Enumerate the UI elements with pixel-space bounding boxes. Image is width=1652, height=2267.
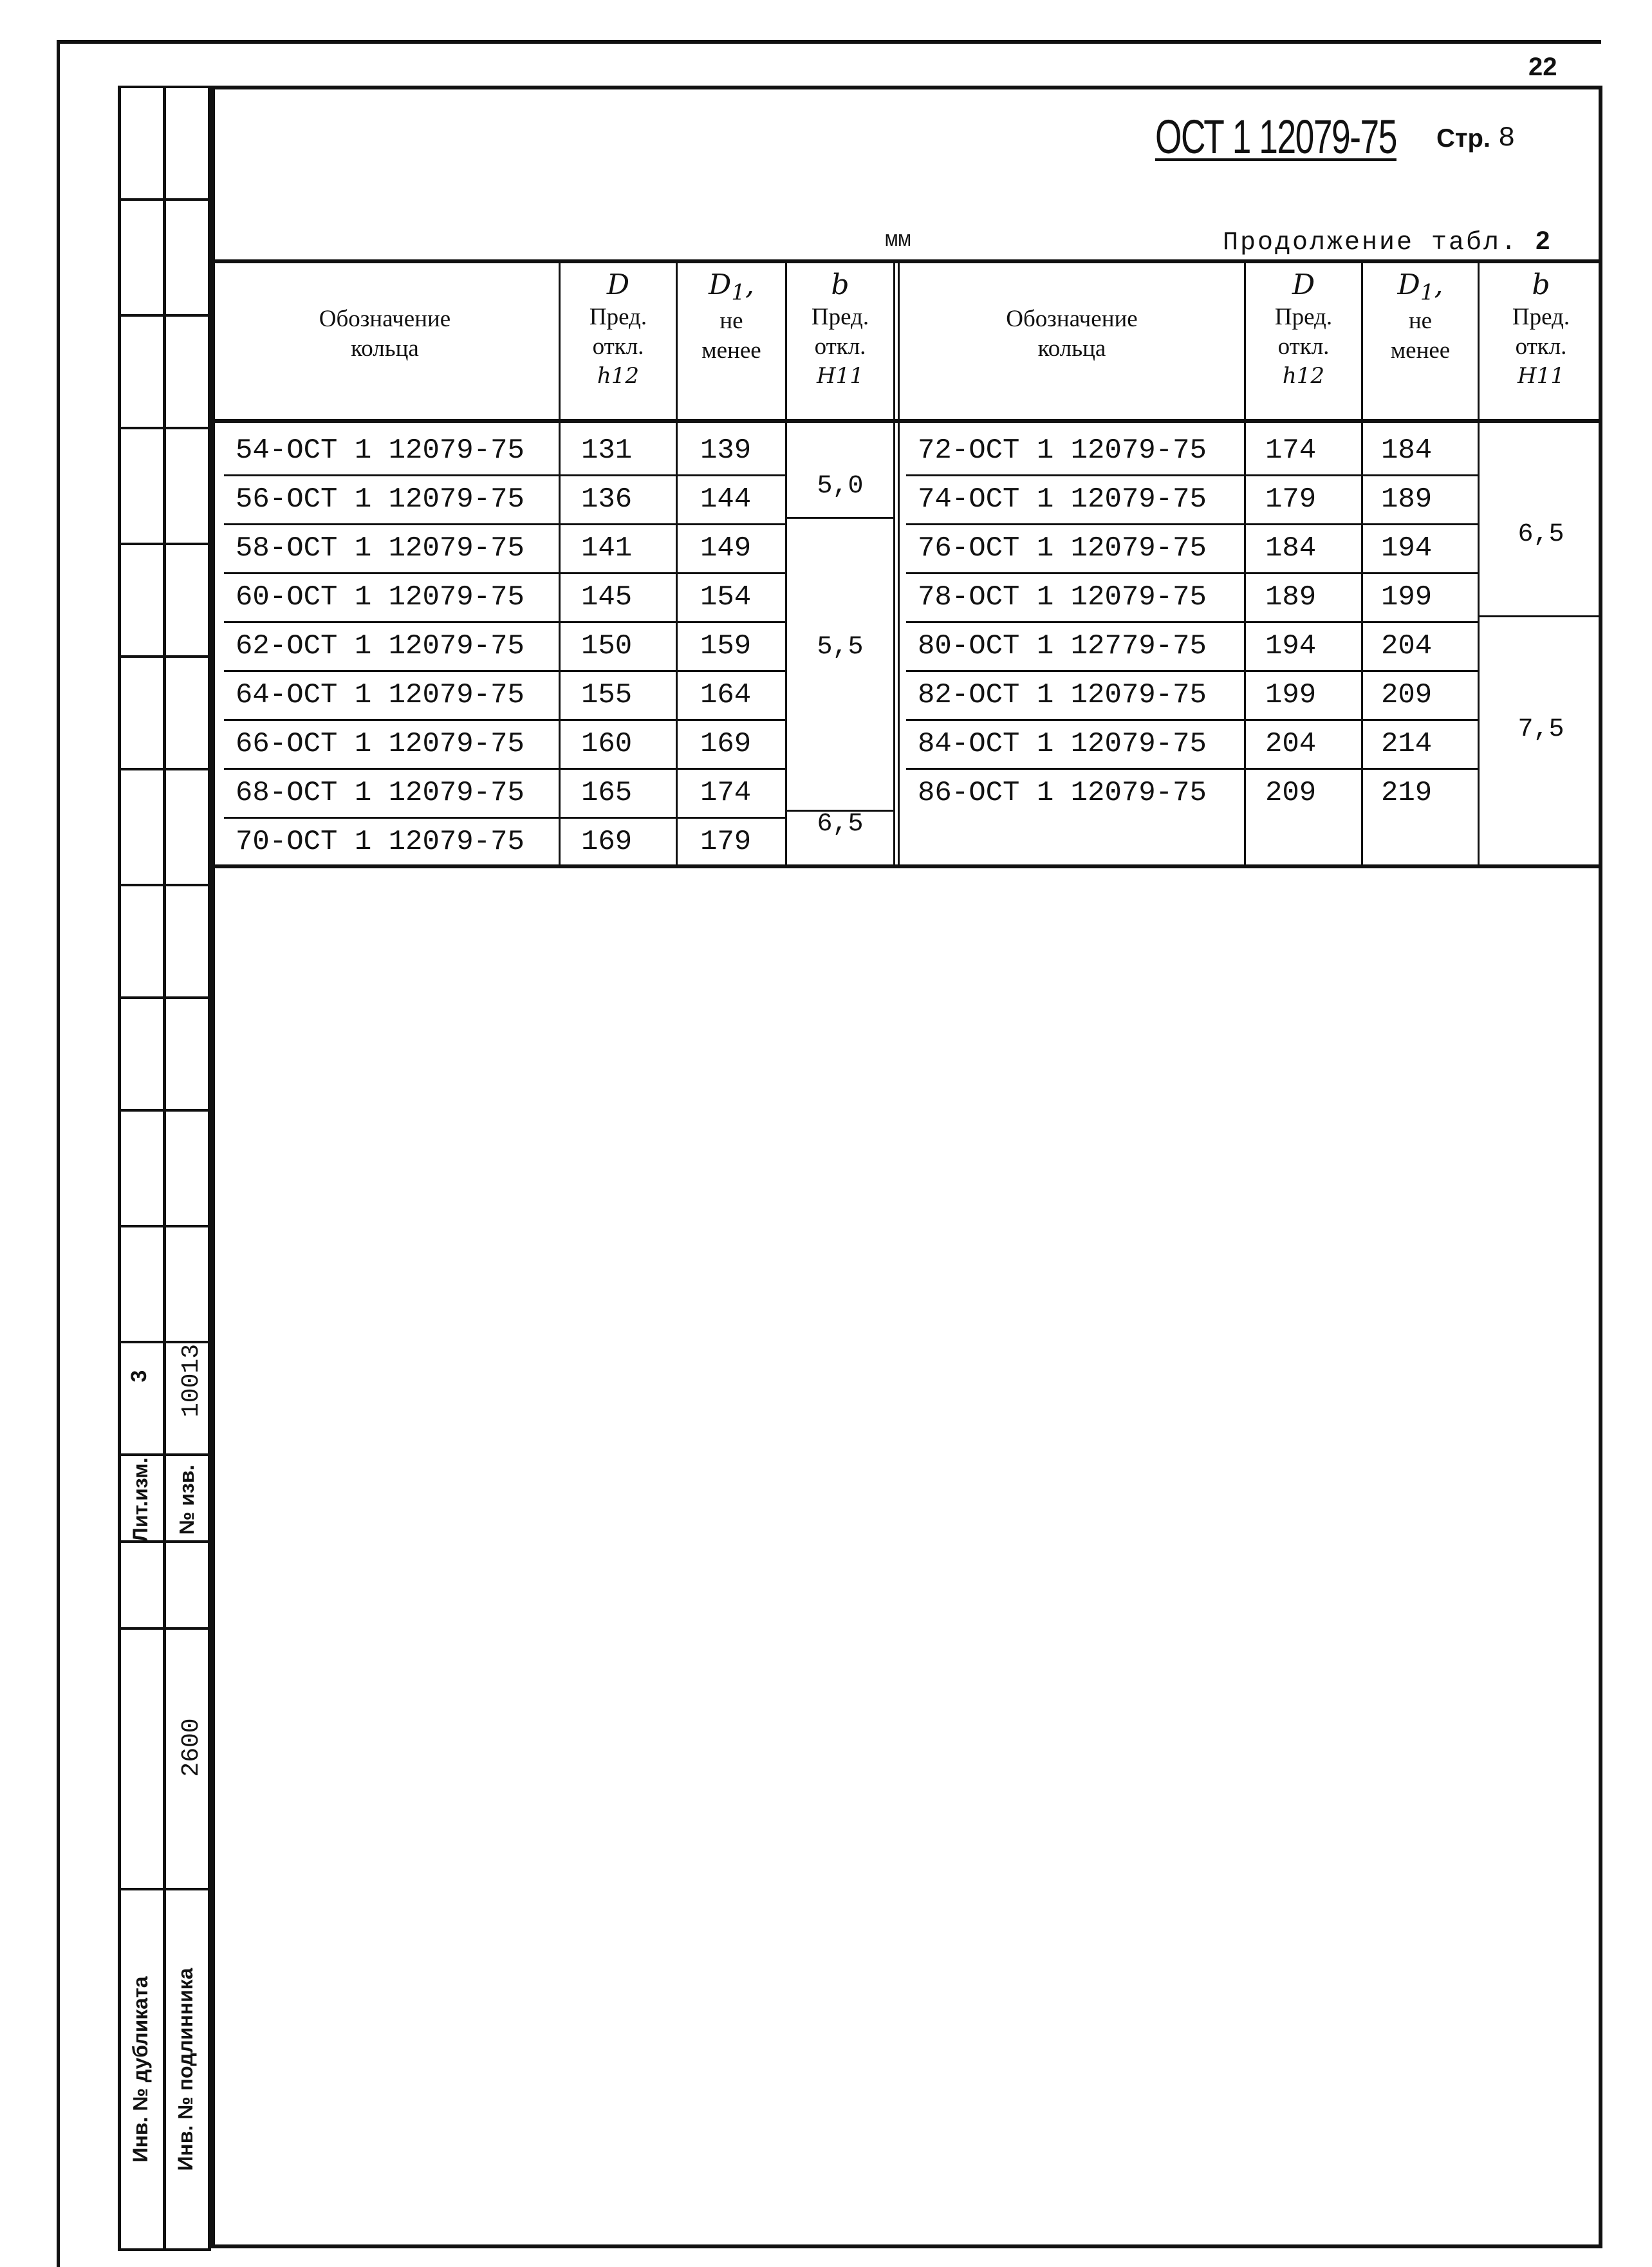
right-row-d-value: 189 [1265,581,1317,613]
left-row-designation: 62-ОСТ 1 12079-75 [236,630,524,662]
sidebar-inv-dubl-label: Инв. № дубликата [129,1976,152,2163]
b-group-right-1: 6,5 [1517,520,1564,549]
col-header-b-right: b Пред. откл. H11 [1512,268,1570,389]
left-row-d-value: 169 [581,826,633,858]
left-row-d1-value: 169 [700,728,752,760]
left-row-d1-value: 159 [700,630,752,662]
left-row-d1-value: 149 [700,532,752,564]
right-row-d1-value: 199 [1381,581,1433,613]
col-header-d: D Пред. откл. h12 [589,268,647,389]
left-row-designation: 64-ОСТ 1 12079-75 [236,679,524,711]
sidebar-stamp [118,86,211,2248]
units-label: мм [885,229,911,253]
right-row-d1-value: 189 [1381,483,1433,516]
right-row-designation: 84-ОСТ 1 12079-75 [918,728,1207,760]
left-row-d1-value: 139 [700,434,752,467]
page-number: 22 [1528,53,1557,81]
left-row-designation: 54-ОСТ 1 12079-75 [236,434,524,467]
sidebar-lit-value: 3 [127,1370,151,1383]
left-row-d1-value: 144 [700,483,752,516]
left-row-designation: 70-ОСТ 1 12079-75 [236,826,524,858]
right-row-designation: 80-ОСТ 1 12779-75 [918,630,1207,662]
left-row-designation: 68-ОСТ 1 12079-75 [236,777,524,809]
page-label: Стр. [1436,124,1491,153]
sheet-number: 8 [1498,122,1516,154]
left-row-designation: 56-ОСТ 1 12079-75 [236,483,524,516]
sidebar-inv-podl-value: 2600 [178,1718,205,1777]
right-row-d1-value: 219 [1381,777,1433,809]
outer-top-border [57,40,1601,44]
left-row-row-divider [224,474,785,476]
left-row-designation: 66-ОСТ 1 12079-75 [236,728,524,760]
left-row-d-value: 160 [581,728,633,760]
sidebar-izv-value: 10013 [178,1343,205,1418]
right-row-d-value: 194 [1265,630,1317,662]
right-row-designation: 82-ОСТ 1 12079-75 [918,679,1207,711]
left-row-d-value: 145 [581,581,633,613]
left-row-d1-value: 179 [700,826,752,858]
right-row-row-divider [906,621,1478,623]
left-row-designation: 58-ОСТ 1 12079-75 [236,532,524,564]
right-row-d-value: 179 [1265,483,1317,516]
right-row-d-value: 209 [1265,777,1317,809]
left-row-row-divider [224,670,785,672]
right-row-d1-value: 209 [1381,679,1433,711]
outer-left-border [57,40,60,2267]
right-row-row-divider [906,572,1478,574]
col-header-d-right: D Пред. откл. h12 [1274,268,1333,389]
sidebar-inv-podl-label: Инв. № подлинника [174,1968,197,2171]
right-row-d-value: 184 [1265,532,1317,564]
right-row-row-divider [906,523,1478,525]
left-row-row-divider [224,719,785,721]
right-row-d-value: 204 [1265,728,1317,760]
left-row-d1-value: 164 [700,679,752,711]
left-row-row-divider [224,621,785,623]
right-row-d-value: 174 [1265,434,1317,467]
left-row-designation: 60-ОСТ 1 12079-75 [236,581,524,613]
b-group-left-2: 5,5 [817,633,864,662]
col-header-designation-right: Обозначение кольца [1006,306,1138,362]
right-row-row-divider [906,474,1478,476]
b-group-right-2: 7,5 [1517,715,1564,744]
right-row-d1-value: 214 [1381,728,1433,760]
standard-title: ОСТ 1 12079-75 [1155,110,1397,163]
right-row-d-value: 199 [1265,679,1317,711]
col-header-d1-right: $D_1$, не менее [1390,268,1451,364]
col-header-d1: $D_1$, не менее [701,268,761,364]
left-row-d1-value: 174 [700,777,752,809]
table-continuation: Продолжение табл. 2 [1223,227,1552,257]
sidebar-izv-label: № изв. [175,1464,198,1535]
right-row-d1-value: 184 [1381,434,1433,467]
left-row-d-value: 165 [581,777,633,809]
sidebar-lit-label: Лит.изм. [129,1457,152,1542]
b-group-left-3: 6,5 [817,810,864,839]
left-row-d-value: 131 [581,434,633,467]
right-row-designation: 72-ОСТ 1 12079-75 [918,434,1207,467]
right-row-row-divider [906,670,1478,672]
col-header-b: b Пред. откл. H11 [811,268,869,389]
ring-table [211,259,1602,871]
right-row-d1-value: 194 [1381,532,1433,564]
right-row-designation: 86-ОСТ 1 12079-75 [918,777,1207,809]
left-row-row-divider [224,817,785,819]
left-row-row-divider [224,523,785,525]
right-row-designation: 78-ОСТ 1 12079-75 [918,581,1207,613]
left-row-d-value: 150 [581,630,633,662]
right-row-designation: 76-ОСТ 1 12079-75 [918,532,1207,564]
right-row-row-divider [906,768,1478,770]
left-row-row-divider [224,572,785,574]
left-row-d-value: 155 [581,679,633,711]
right-row-row-divider [906,719,1478,721]
left-row-d-value: 141 [581,532,633,564]
left-row-d-value: 136 [581,483,633,516]
b-group-left-1: 5,0 [817,472,864,501]
right-row-designation: 74-ОСТ 1 12079-75 [918,483,1207,516]
col-header-designation: Обозначение кольца [319,306,451,362]
right-row-d1-value: 204 [1381,630,1433,662]
left-row-d1-value: 154 [700,581,752,613]
left-row-row-divider [224,768,785,770]
